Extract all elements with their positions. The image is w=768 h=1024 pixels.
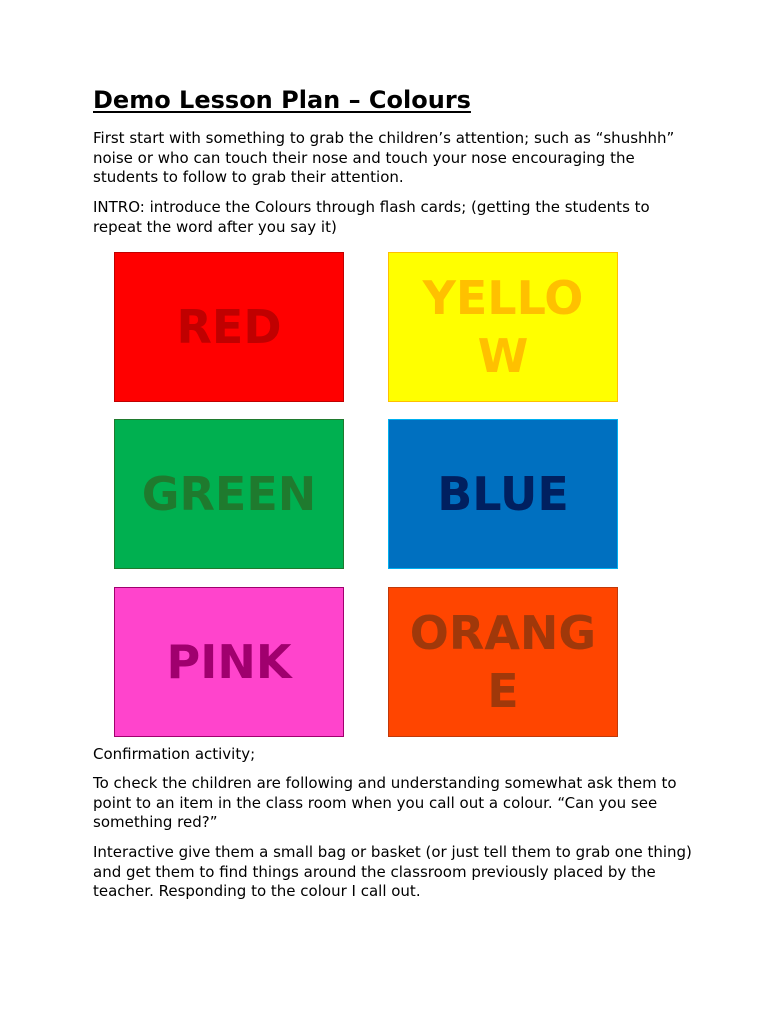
flashcard-pink <box>114 587 344 737</box>
flashcard-label: ORANGE <box>409 606 597 718</box>
flashcard-orange <box>388 587 618 737</box>
flashcard-label: BLUE <box>437 467 569 521</box>
flashcard-label: PINK <box>166 635 292 689</box>
flashcards-paragraph: INTRO: introduce the Colours through flash cards; (getting the students to repeat the word after you say it) <box>93 198 650 236</box>
interactive-paragraph: Interactive give them a small bag or basket (or just tell them to grab one thing) and get them to find things around the classroom previously placed by the teacher. Responding to the colour I call out. <box>93 843 692 901</box>
intro-paragraph: First start with something to grab the children’s attention; such as “shushhh” noise or who can touch their nose and touch your nose encouraging the students to follow to grab their attention. <box>93 129 675 187</box>
flashcard-blue <box>388 419 618 569</box>
check-paragraph: To check the children are following and understanding somewhat ask them to point to an item in the class room when you call out a colour. “Can you see something red?” <box>93 774 677 832</box>
flashcard-label: GREEN <box>141 467 317 521</box>
flashcard-label: YELLOW <box>422 271 584 383</box>
flashcard-red <box>114 252 344 402</box>
flashcard-label: RED <box>176 300 282 354</box>
page-title: Demo Lesson Plan – Colours <box>93 86 471 114</box>
confirmation-heading: Confirmation activity; <box>93 745 256 763</box>
flashcard-yellow <box>388 252 618 402</box>
flashcard-green <box>114 419 344 569</box>
